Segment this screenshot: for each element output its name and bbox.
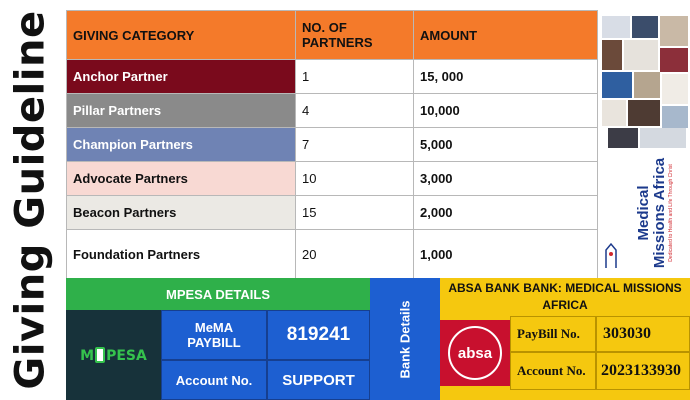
row-amount: 1,000 (414, 230, 598, 279)
org-name-block (620, 150, 690, 275)
side-title-container (0, 0, 62, 400)
header-category: GIVING CATEGORY (67, 11, 296, 60)
header-amount: AMOUNT (414, 11, 598, 60)
row-partners: 1 (296, 60, 414, 94)
table-row (67, 230, 598, 279)
org-tagline: Dedicated to Health and Life Through Christ (668, 163, 674, 262)
row-category: Champion Partners (67, 128, 296, 162)
phone-icon (95, 347, 105, 363)
photo-tile (602, 16, 630, 38)
side-title: Giving Guideline (8, 10, 55, 390)
mema-logo-icon (604, 240, 618, 270)
photo-tile (628, 100, 660, 126)
photo-tile (640, 128, 686, 148)
row-amount: 5,000 (414, 128, 598, 162)
photo-panel (600, 10, 690, 278)
giving-table (66, 10, 598, 279)
photo-tile (662, 106, 688, 128)
absa-paybill-label: PayBill No. (510, 316, 596, 352)
row-category: Pillar Partners (67, 94, 296, 128)
absa-account-value: 2023133930 (596, 352, 690, 390)
row-partners: 4 (296, 94, 414, 128)
table-header-row (67, 11, 598, 60)
photo-tile (634, 72, 660, 98)
mpesa-paybill-label: MeMA PAYBILL (161, 310, 267, 360)
row-category: Foundation Partners (67, 230, 296, 279)
absa-details (440, 278, 690, 400)
payment-details (66, 278, 690, 400)
photo-tile (608, 128, 638, 148)
absa-header: ABSA BANK BANK: MEDICAL MISSIONS AFRICA (448, 281, 682, 312)
photo-tile (662, 74, 688, 104)
mpesa-logo-suffix: PESA (106, 347, 147, 364)
photo-tile (602, 72, 632, 98)
row-partners: 15 (296, 196, 414, 230)
absa-paybill-value: 303030 (596, 316, 690, 352)
table-row (67, 196, 598, 230)
photo-tile (602, 100, 626, 126)
table-row (67, 162, 598, 196)
table-row (67, 128, 598, 162)
row-partners: 7 (296, 128, 414, 162)
photo-collage (602, 16, 688, 148)
photo-tile (632, 16, 658, 38)
mpesa-paybill-value: 819241 (267, 310, 370, 360)
row-amount: 10,000 (414, 94, 598, 128)
header-partners: NO. OF PARTNERS (296, 11, 414, 60)
row-category: Anchor Partner (67, 60, 296, 94)
absa-account-label: Account No. (510, 352, 596, 390)
row-partners: 10 (296, 162, 414, 196)
photo-tile (660, 48, 688, 72)
table-row (67, 60, 598, 94)
row-amount: 15, 000 (414, 60, 598, 94)
org-name-line2: Missions Africa (651, 157, 668, 268)
row-amount: 2,000 (414, 196, 598, 230)
table-row (67, 94, 598, 128)
bank-details-label: Bank Details (397, 299, 413, 379)
mpesa-logo-prefix: M (80, 347, 95, 364)
row-amount: 3,000 (414, 162, 598, 196)
mpesa-logo-wordmark (80, 347, 147, 364)
row-category: Advocate Partners (67, 162, 296, 196)
absa-logo (440, 320, 510, 386)
mpesa-account-value: SUPPORT (267, 360, 370, 400)
photo-tile (624, 40, 658, 70)
mpesa-header: MPESA DETAILS (66, 278, 370, 310)
bank-details-banner (370, 278, 440, 400)
row-category: Beacon Partners (67, 196, 296, 230)
org-name-line1: Medical (635, 184, 652, 241)
row-partners: 20 (296, 230, 414, 279)
absa-logo-text: absa (448, 326, 502, 380)
photo-tile (602, 40, 622, 70)
photo-tile (660, 16, 688, 46)
mpesa-account-label: Account No. (161, 360, 267, 400)
mpesa-logo (66, 310, 161, 400)
